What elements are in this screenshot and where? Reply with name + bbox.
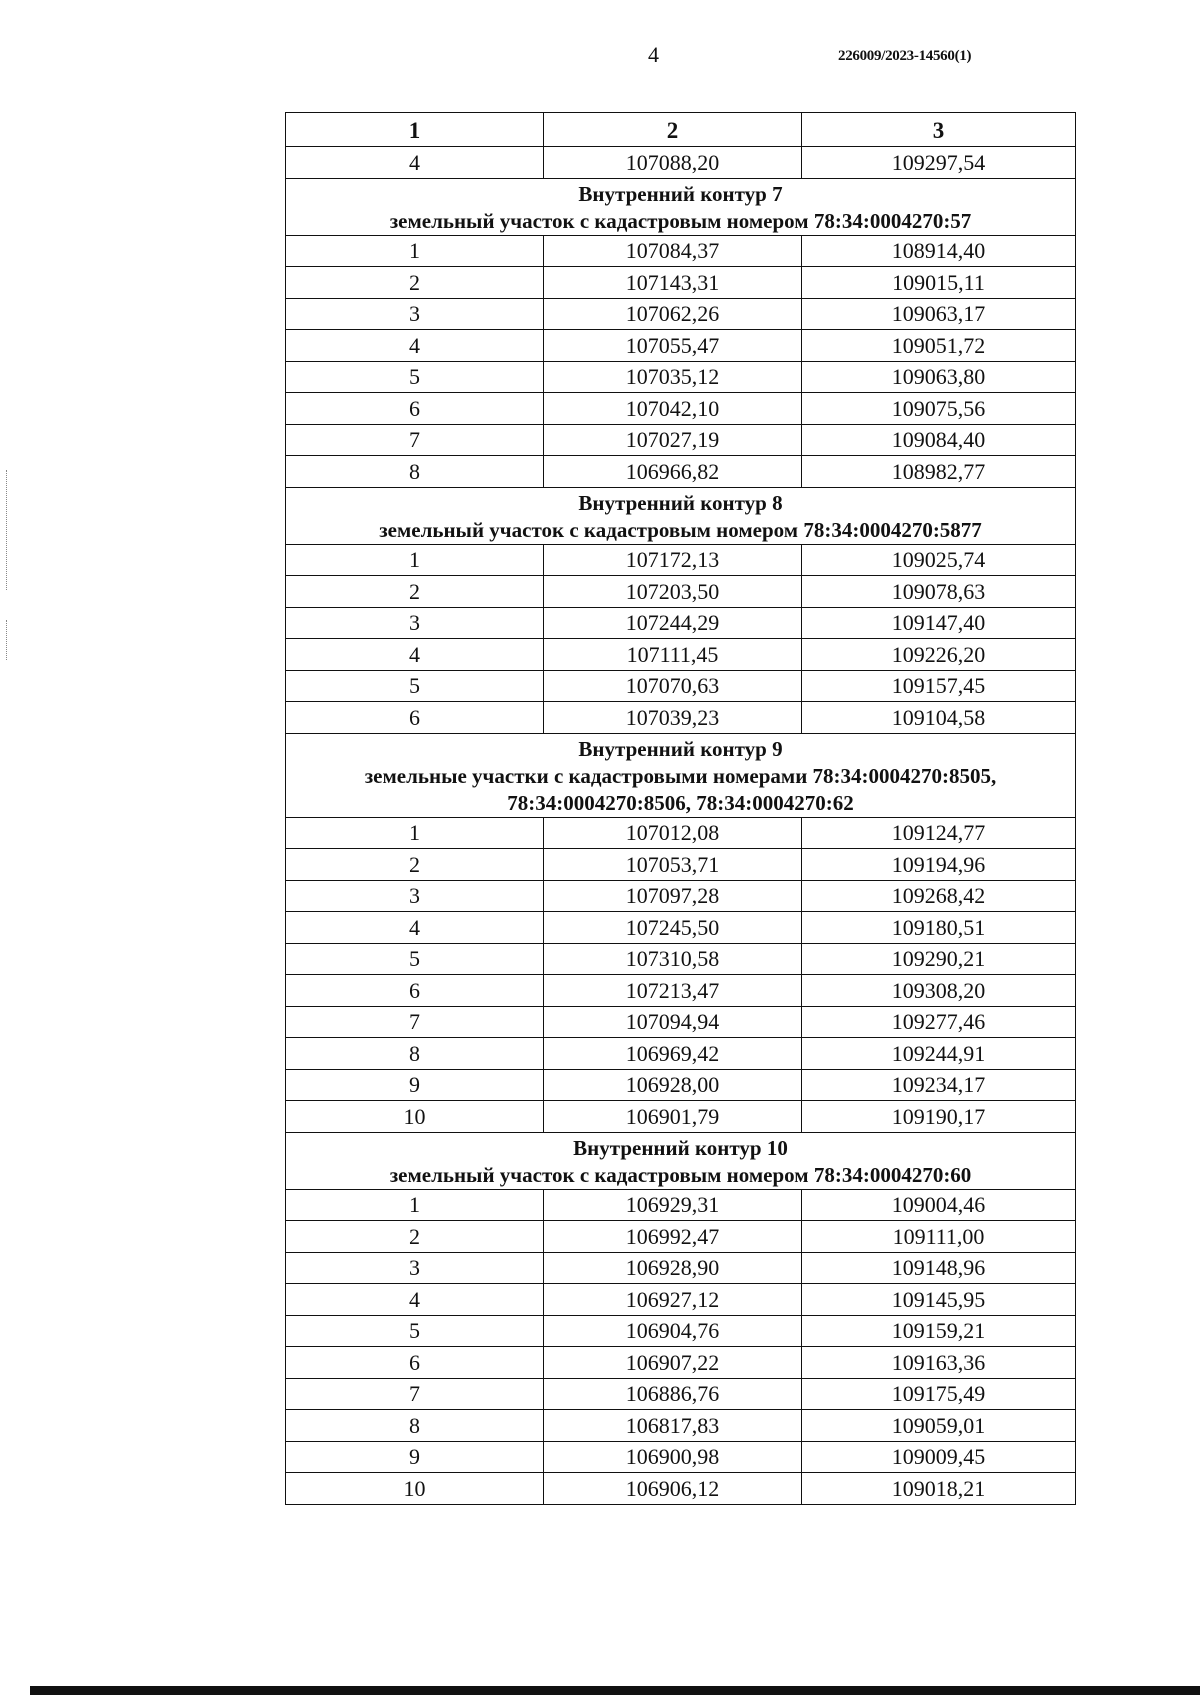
table-row bbox=[286, 849, 1076, 881]
section-title-cell bbox=[286, 487, 1076, 544]
point-number-cell: 6 bbox=[286, 702, 544, 734]
section-title: Внутренний контур 7 bbox=[578, 181, 783, 206]
section-subtitle: земельный участок с кадастровым номером 78:34:0004270:60 bbox=[389, 1162, 972, 1187]
point-number-cell: 2 bbox=[286, 1221, 544, 1253]
table-row bbox=[286, 147, 1076, 179]
y-coordinate-cell: 109234,17 bbox=[802, 1069, 1076, 1101]
table-row bbox=[286, 1347, 1076, 1379]
point-number-cell: 2 bbox=[286, 849, 544, 881]
scan-margin-marks bbox=[6, 620, 9, 660]
point-number-cell: 5 bbox=[286, 943, 544, 975]
x-coordinate-cell: 107213,47 bbox=[544, 975, 802, 1007]
table-row bbox=[286, 1252, 1076, 1284]
point-number-cell: 5 bbox=[286, 1315, 544, 1347]
x-coordinate-cell: 106969,42 bbox=[544, 1038, 802, 1070]
x-coordinate-cell: 107097,28 bbox=[544, 880, 802, 912]
table-row bbox=[286, 702, 1076, 734]
point-number-cell: 7 bbox=[286, 1006, 544, 1038]
table-row bbox=[286, 1101, 1076, 1133]
section-title: Внутренний контур 8 bbox=[578, 490, 783, 515]
y-coordinate-cell: 108914,40 bbox=[802, 235, 1076, 267]
table-row bbox=[286, 361, 1076, 393]
document-id: 226009/2023-14560(1) bbox=[838, 48, 972, 64]
y-coordinate-cell: 109018,21 bbox=[802, 1473, 1076, 1505]
section-header-row bbox=[286, 487, 1076, 544]
x-coordinate-cell: 106928,00 bbox=[544, 1069, 802, 1101]
y-coordinate-cell: 109015,11 bbox=[802, 267, 1076, 299]
y-coordinate-cell: 109157,45 bbox=[802, 670, 1076, 702]
y-coordinate-cell: 109163,36 bbox=[802, 1347, 1076, 1379]
y-coordinate-cell: 109124,77 bbox=[802, 817, 1076, 849]
table-row bbox=[286, 1441, 1076, 1473]
point-number-cell: 1 bbox=[286, 1189, 544, 1221]
column-header: 3 bbox=[802, 113, 1076, 147]
point-number-cell: 6 bbox=[286, 393, 544, 425]
y-coordinate-cell: 109297,54 bbox=[802, 147, 1076, 179]
x-coordinate-cell: 107035,12 bbox=[544, 361, 802, 393]
section-title-cell bbox=[286, 178, 1076, 235]
table-row bbox=[286, 1069, 1076, 1101]
table-row bbox=[286, 1315, 1076, 1347]
point-number-cell: 4 bbox=[286, 912, 544, 944]
point-number-cell: 8 bbox=[286, 1410, 544, 1442]
point-number-cell: 9 bbox=[286, 1069, 544, 1101]
y-coordinate-cell: 109277,46 bbox=[802, 1006, 1076, 1038]
table-row bbox=[286, 639, 1076, 671]
table-row bbox=[286, 1006, 1076, 1038]
table-row bbox=[286, 1284, 1076, 1316]
column-header: 1 bbox=[286, 113, 544, 147]
column-header: 2 bbox=[544, 113, 802, 147]
x-coordinate-cell: 107111,45 bbox=[544, 639, 802, 671]
x-coordinate-cell: 106886,76 bbox=[544, 1378, 802, 1410]
point-number-cell: 3 bbox=[286, 880, 544, 912]
point-number-cell: 1 bbox=[286, 235, 544, 267]
point-number-cell: 6 bbox=[286, 975, 544, 1007]
point-number-cell: 4 bbox=[286, 330, 544, 362]
y-coordinate-cell: 109147,40 bbox=[802, 607, 1076, 639]
section-subtitle: 78:34:0004270:8506, 78:34:0004270:62 bbox=[507, 790, 854, 815]
table-body bbox=[286, 147, 1076, 1505]
table-row bbox=[286, 424, 1076, 456]
page-number: 4 bbox=[648, 42, 659, 67]
x-coordinate-cell: 107053,71 bbox=[544, 849, 802, 881]
y-coordinate-cell: 109145,95 bbox=[802, 1284, 1076, 1316]
section-subtitle: земельный участок с кадастровым номером 78:34:0004270:57 bbox=[389, 208, 972, 233]
y-coordinate-cell: 109175,49 bbox=[802, 1378, 1076, 1410]
x-coordinate-cell: 106928,90 bbox=[544, 1252, 802, 1284]
point-number-cell: 2 bbox=[286, 576, 544, 608]
table-row bbox=[286, 267, 1076, 299]
table-row bbox=[286, 670, 1076, 702]
y-coordinate-cell: 109104,58 bbox=[802, 702, 1076, 734]
table-row bbox=[286, 1189, 1076, 1221]
section-title-cell bbox=[286, 1132, 1076, 1189]
x-coordinate-cell: 106906,12 bbox=[544, 1473, 802, 1505]
y-coordinate-cell: 109244,91 bbox=[802, 1038, 1076, 1070]
table-row bbox=[286, 975, 1076, 1007]
point-number-cell: 8 bbox=[286, 1038, 544, 1070]
section-header-row bbox=[286, 1132, 1076, 1189]
table-row bbox=[286, 456, 1076, 488]
x-coordinate-cell: 107027,19 bbox=[544, 424, 802, 456]
table-row bbox=[286, 1378, 1076, 1410]
x-coordinate-cell: 107244,29 bbox=[544, 607, 802, 639]
x-coordinate-cell: 106817,83 bbox=[544, 1410, 802, 1442]
x-coordinate-cell: 106966,82 bbox=[544, 456, 802, 488]
y-coordinate-cell: 109078,63 bbox=[802, 576, 1076, 608]
section-header-row bbox=[286, 733, 1076, 817]
point-number-cell: 9 bbox=[286, 1441, 544, 1473]
table-header-row bbox=[286, 113, 1076, 147]
x-coordinate-cell: 106904,76 bbox=[544, 1315, 802, 1347]
x-coordinate-cell: 107310,58 bbox=[544, 943, 802, 975]
y-coordinate-cell: 109159,21 bbox=[802, 1315, 1076, 1347]
table-row bbox=[286, 817, 1076, 849]
y-coordinate-cell: 109290,21 bbox=[802, 943, 1076, 975]
section-title: Внутренний контур 10 bbox=[573, 1135, 788, 1160]
x-coordinate-cell: 107172,13 bbox=[544, 544, 802, 576]
y-coordinate-cell: 109075,56 bbox=[802, 393, 1076, 425]
section-title: Внутренний контур 9 bbox=[578, 736, 783, 761]
point-number-cell: 5 bbox=[286, 361, 544, 393]
y-coordinate-cell: 109194,96 bbox=[802, 849, 1076, 881]
x-coordinate-cell: 106927,12 bbox=[544, 1284, 802, 1316]
y-coordinate-cell: 109004,46 bbox=[802, 1189, 1076, 1221]
table-row bbox=[286, 880, 1076, 912]
y-coordinate-cell: 109009,45 bbox=[802, 1441, 1076, 1473]
section-subtitle: земельные участки с кадастровыми номерами 78:34:0004270:8505, bbox=[364, 763, 997, 788]
point-number-cell: 10 bbox=[286, 1101, 544, 1133]
y-coordinate-cell: 109059,01 bbox=[802, 1410, 1076, 1442]
x-coordinate-cell: 107062,26 bbox=[544, 298, 802, 330]
x-coordinate-cell: 106907,22 bbox=[544, 1347, 802, 1379]
x-coordinate-cell: 107094,94 bbox=[544, 1006, 802, 1038]
table-row bbox=[286, 235, 1076, 267]
y-coordinate-cell: 108982,77 bbox=[802, 456, 1076, 488]
x-coordinate-cell: 106901,79 bbox=[544, 1101, 802, 1133]
x-coordinate-cell: 107245,50 bbox=[544, 912, 802, 944]
y-coordinate-cell: 109051,72 bbox=[802, 330, 1076, 362]
y-coordinate-cell: 109084,40 bbox=[802, 424, 1076, 456]
point-number-cell: 7 bbox=[286, 1378, 544, 1410]
x-coordinate-cell: 107055,47 bbox=[544, 330, 802, 362]
x-coordinate-cell: 107042,10 bbox=[544, 393, 802, 425]
y-coordinate-cell: 109226,20 bbox=[802, 639, 1076, 671]
table-row bbox=[286, 912, 1076, 944]
point-number-cell: 3 bbox=[286, 298, 544, 330]
x-coordinate-cell: 107203,50 bbox=[544, 576, 802, 608]
table-row bbox=[286, 544, 1076, 576]
point-number-cell: 1 bbox=[286, 817, 544, 849]
x-coordinate-cell: 107070,63 bbox=[544, 670, 802, 702]
x-coordinate-cell: 106929,31 bbox=[544, 1189, 802, 1221]
y-coordinate-cell: 109190,17 bbox=[802, 1101, 1076, 1133]
x-coordinate-cell: 107088,20 bbox=[544, 147, 802, 179]
y-coordinate-cell: 109063,80 bbox=[802, 361, 1076, 393]
table-row bbox=[286, 576, 1076, 608]
section-header-row bbox=[286, 178, 1076, 235]
point-number-cell: 7 bbox=[286, 424, 544, 456]
section-subtitle: земельный участок с кадастровым номером 78:34:0004270:5877 bbox=[379, 517, 982, 542]
x-coordinate-cell: 107084,37 bbox=[544, 235, 802, 267]
scan-bottom-edge bbox=[30, 1686, 1200, 1695]
x-coordinate-cell: 107039,23 bbox=[544, 702, 802, 734]
point-number-cell: 1 bbox=[286, 544, 544, 576]
point-number-cell: 3 bbox=[286, 1252, 544, 1284]
y-coordinate-cell: 109268,42 bbox=[802, 880, 1076, 912]
table-row bbox=[286, 1473, 1076, 1505]
table-row bbox=[286, 1038, 1076, 1070]
coordinates-table bbox=[285, 112, 1076, 1505]
y-coordinate-cell: 109180,51 bbox=[802, 912, 1076, 944]
x-coordinate-cell: 106992,47 bbox=[544, 1221, 802, 1253]
y-coordinate-cell: 109063,17 bbox=[802, 298, 1076, 330]
scan-margin-marks bbox=[6, 470, 9, 590]
point-number-cell: 8 bbox=[286, 456, 544, 488]
point-number-cell: 5 bbox=[286, 670, 544, 702]
point-number-cell: 3 bbox=[286, 607, 544, 639]
point-number-cell: 4 bbox=[286, 147, 544, 179]
table-row bbox=[286, 330, 1076, 362]
table-row bbox=[286, 1221, 1076, 1253]
table-row bbox=[286, 607, 1076, 639]
point-number-cell: 2 bbox=[286, 267, 544, 299]
y-coordinate-cell: 109148,96 bbox=[802, 1252, 1076, 1284]
point-number-cell: 10 bbox=[286, 1473, 544, 1505]
point-number-cell: 4 bbox=[286, 1284, 544, 1316]
point-number-cell: 4 bbox=[286, 639, 544, 671]
y-coordinate-cell: 109025,74 bbox=[802, 544, 1076, 576]
section-title-cell bbox=[286, 733, 1076, 817]
table-row bbox=[286, 298, 1076, 330]
x-coordinate-cell: 107143,31 bbox=[544, 267, 802, 299]
point-number-cell: 6 bbox=[286, 1347, 544, 1379]
table-row bbox=[286, 943, 1076, 975]
table-row bbox=[286, 1410, 1076, 1442]
y-coordinate-cell: 109111,00 bbox=[802, 1221, 1076, 1253]
y-coordinate-cell: 109308,20 bbox=[802, 975, 1076, 1007]
x-coordinate-cell: 106900,98 bbox=[544, 1441, 802, 1473]
table-row bbox=[286, 393, 1076, 425]
x-coordinate-cell: 107012,08 bbox=[544, 817, 802, 849]
